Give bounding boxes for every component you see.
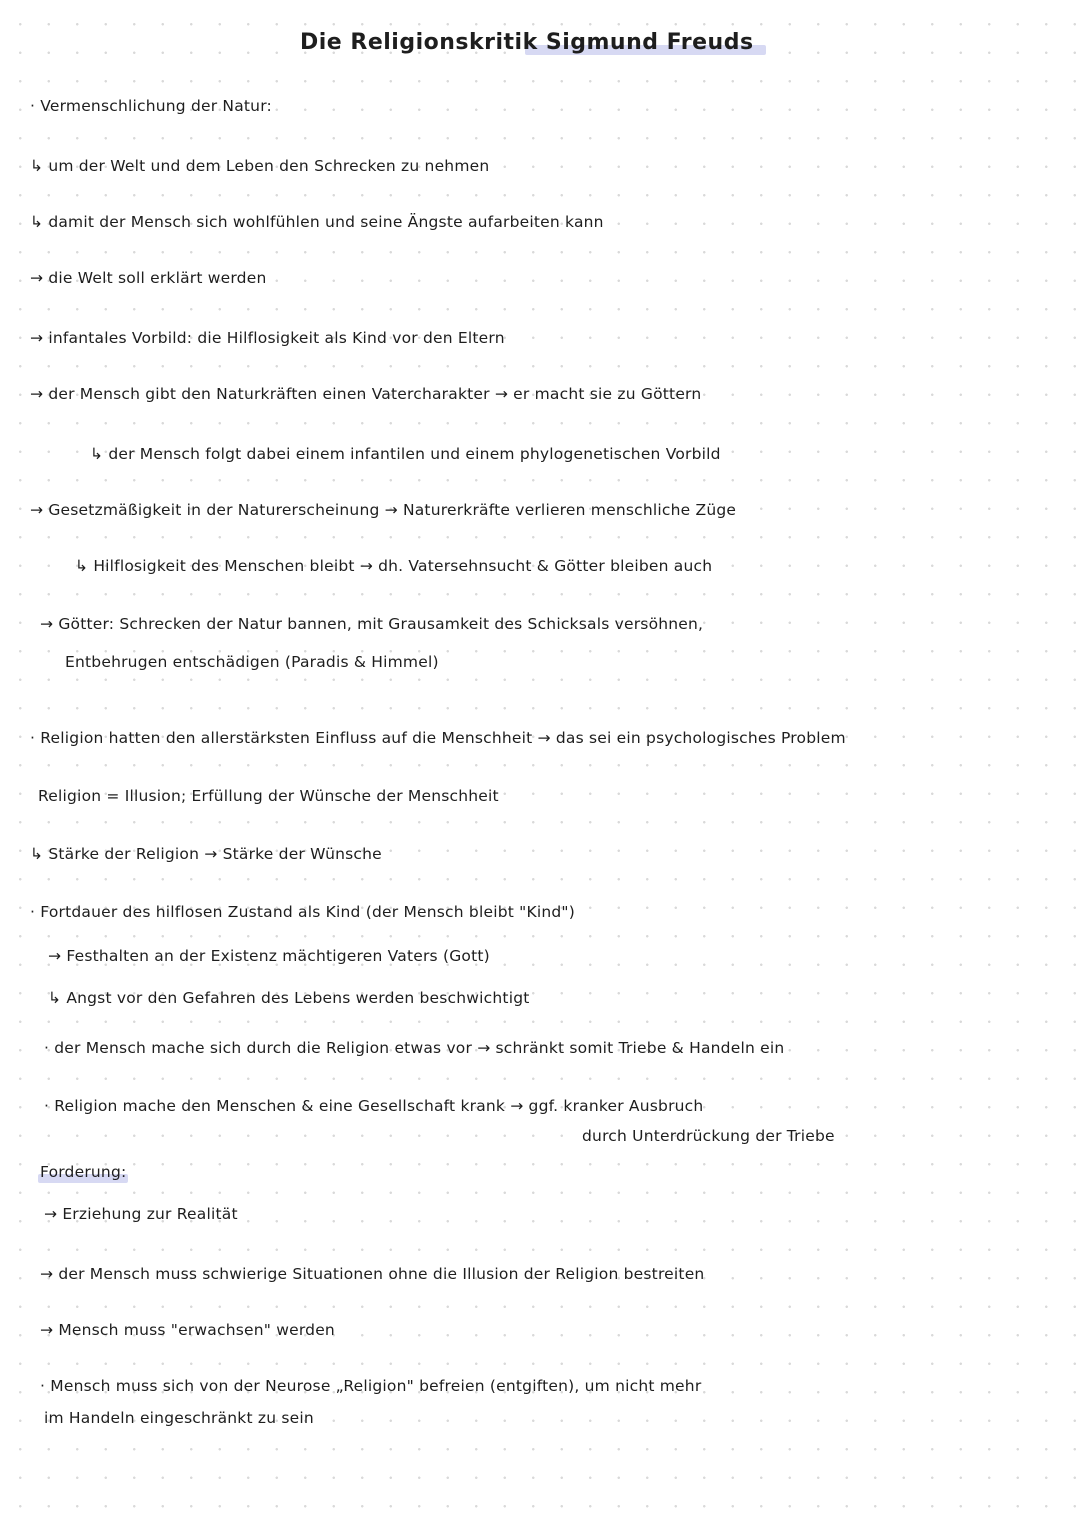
- note-line: ↳ Stärke der Religion → Stärke der Wünsche: [30, 845, 382, 863]
- note-line: [40, 1162, 126, 1182]
- note-line: → infantales Vorbild: die Hilflosigkeit als Kind vor den Eltern: [30, 329, 505, 347]
- title-block: [300, 30, 754, 55]
- note-line: durch Unterdrückung der Triebe: [582, 1127, 835, 1145]
- note-line: Entbehrugen entschädigen (Paradis & Himmel): [65, 653, 439, 671]
- note-line: → Gesetzmäßigkeit in der Naturerscheinung → Naturerkräfte verlieren menschliche Züge: [30, 501, 737, 519]
- note-line: → Mensch muss "erwachsen" werden: [40, 1321, 335, 1339]
- note-line: ↳ Angst vor den Gefahren des Lebens werden beschwichtigt: [48, 989, 530, 1007]
- note-line: → Götter: Schrecken der Natur bannen, mit Grausamkeit des Schicksals versöhnen,: [40, 615, 704, 633]
- note-line: → Festhalten an der Existenz mächtigeren Vaters (Gott): [48, 947, 490, 965]
- note-line: ↳ der Mensch folgt dabei einem infantilen und einem phylogenetischen Vorbild: [90, 445, 721, 463]
- note-line: → Erziehung zur Realität: [44, 1205, 238, 1223]
- note-line: · Religion mache den Menschen & eine Gesellschaft krank → ggf. kranker Ausbruch: [44, 1097, 704, 1115]
- note-line: → der Mensch muss schwierige Situationen ohne die Illusion der Religion bestreiten: [40, 1265, 705, 1283]
- note-line: · Religion hatten den allerstärksten Einfluss auf die Menschheit → das sei ein psychologisches Problem: [30, 729, 846, 747]
- note-line: → der Mensch gibt den Naturkräften einen Vatercharakter → er macht sie zu Göttern: [30, 385, 702, 403]
- page-title: Die Religionskritik Sigmund Freuds: [300, 30, 754, 55]
- note-line: ↳ damit der Mensch sich wohlfühlen und seine Ängste aufarbeiten kann: [30, 213, 604, 231]
- note-line: · der Mensch mache sich durch die Religion etwas vor → schränkt somit Triebe & Handeln ein: [44, 1039, 785, 1057]
- note-line: ↳ Hilflosigkeit des Menschen bleibt → dh. Vatersehnsucht & Götter bleiben auch: [75, 557, 713, 575]
- note-line: im Handeln eingeschränkt zu sein: [44, 1409, 314, 1427]
- note-line: ↳ um der Welt und dem Leben den Schrecken zu nehmen: [30, 157, 490, 175]
- note-line: Religion = Illusion; Erfüllung der Wünsche der Menschheit: [38, 787, 499, 805]
- note-line: · Mensch muss sich von der Neurose „Religion" befreien (entgiften), um nicht mehr: [40, 1377, 702, 1395]
- note-line: · Fortdauer des hilflosen Zustand als Kind (der Mensch bleibt "Kind"): [30, 903, 575, 921]
- forderung-heading: Forderung:: [40, 1163, 127, 1181]
- note-line: → die Welt soll erklärt werden: [30, 269, 267, 287]
- note-line: · Vermenschlichung der Natur:: [30, 97, 272, 115]
